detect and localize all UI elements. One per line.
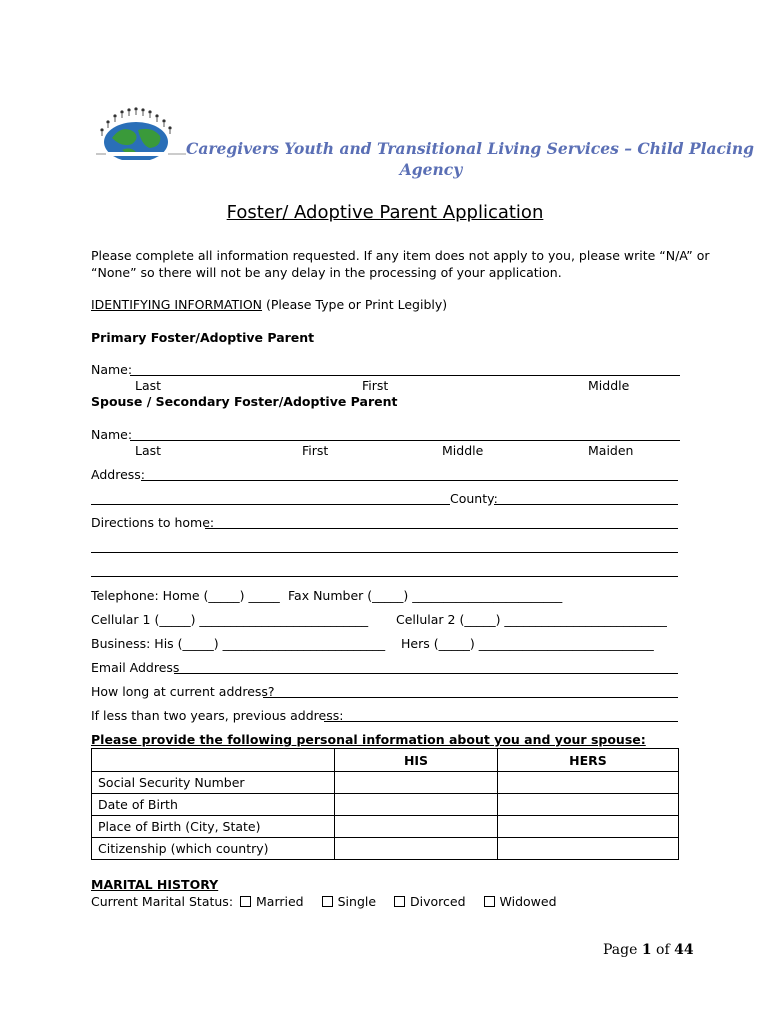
spouse-sub-last: Last	[135, 443, 162, 458]
row-label-ssn: Social Security Number	[92, 772, 335, 794]
table-header-row	[92, 749, 679, 772]
agency-logo	[92, 104, 190, 160]
divorced-option-label: Divorced	[410, 894, 466, 909]
marital-history-heading: MARITAL HISTORY	[91, 877, 219, 892]
dob-hers-cell[interactable]	[498, 794, 679, 816]
directions-field[interactable]	[205, 528, 678, 529]
intro-line-2: “None” so there will not be any delay in the processing of your application.	[91, 265, 562, 280]
ssn-his-cell[interactable]	[335, 772, 498, 794]
widowed-option-label: Widowed	[499, 894, 557, 909]
business-his[interactable]: Business: His (_____) __________________________	[91, 636, 386, 651]
primary-sub-middle: Middle	[588, 378, 630, 393]
spouse-sub-middle: Middle	[442, 443, 484, 458]
primary-parent-heading: Primary Foster/Adoptive Parent	[91, 330, 315, 345]
agency-name-line1: Caregivers Youth and Transitional Living Services – Child Placing	[186, 139, 754, 158]
identifying-note: (Please Type or Print Legibly)	[262, 297, 448, 312]
personal-info-table	[91, 748, 679, 860]
ssn-hers-cell[interactable]	[498, 772, 679, 794]
address-field[interactable]	[141, 480, 678, 481]
cellular-1[interactable]: Cellular 1 (_____) ___________________________	[91, 612, 369, 627]
fax-number[interactable]: Fax Number (_____) ________________________	[288, 588, 563, 603]
dob-his-cell[interactable]	[335, 794, 498, 816]
email-label: Email Address	[91, 660, 180, 675]
document-title: Foster/ Adoptive Parent Application	[226, 202, 544, 223]
table-header-hers: HERS	[498, 749, 679, 772]
directions-label: Directions to home:	[91, 515, 215, 530]
marital-status-row	[91, 894, 557, 910]
primary-name-label: Name:	[91, 362, 133, 377]
birthplace-hers-cell[interactable]	[498, 816, 679, 838]
spouse-sub-maiden: Maiden	[588, 443, 634, 458]
county-field[interactable]	[494, 504, 678, 505]
telephone-home[interactable]: Telephone: Home (_____) _____	[91, 588, 280, 603]
personal-info-heading: Please provide the following personal information about you and your spouse:	[91, 732, 646, 747]
table-header-his: HIS	[335, 749, 498, 772]
intro-line-1: Please complete all information requested. If any item does not apply to you, please write “N/A” or	[91, 248, 710, 263]
single-option-label: Single	[337, 894, 377, 909]
spouse-name-label: Name:	[91, 427, 133, 442]
widowed-checkbox[interactable]	[484, 896, 495, 907]
primary-name-field[interactable]	[130, 375, 680, 376]
citizenship-his-cell[interactable]	[335, 838, 498, 860]
marital-status-label: Current Marital Status:	[91, 894, 234, 909]
email-field[interactable]	[174, 673, 678, 674]
address-label: Address:	[91, 467, 145, 482]
page-total: 44	[674, 942, 694, 958]
cellular-2[interactable]: Cellular 2 (_____) __________________________	[396, 612, 667, 627]
previous-address-field[interactable]	[324, 721, 678, 722]
primary-sub-last: Last	[135, 378, 162, 393]
row-label-citizenship: Citizenship (which country)	[92, 838, 335, 860]
directions-line-3[interactable]	[91, 576, 678, 577]
directions-line-2[interactable]	[91, 552, 678, 553]
business-hers[interactable]: Hers (_____) ____________________________	[401, 636, 654, 651]
how-long-field[interactable]	[263, 697, 678, 698]
page-prefix: Page	[603, 942, 642, 958]
agency-name-line2: Agency	[399, 160, 463, 179]
divorced-checkbox[interactable]	[394, 896, 405, 907]
table-row	[92, 816, 679, 838]
county-label: County:	[450, 491, 498, 506]
table-header-blank	[92, 749, 335, 772]
address-line-2-field[interactable]	[91, 504, 450, 505]
previous-address-label: If less than two years, previous address:	[91, 708, 344, 723]
married-checkbox[interactable]	[240, 896, 251, 907]
single-checkbox[interactable]	[322, 896, 333, 907]
citizenship-hers-cell[interactable]	[498, 838, 679, 860]
birthplace-his-cell[interactable]	[335, 816, 498, 838]
spouse-parent-heading: Spouse / Secondary Foster/Adoptive Parent	[91, 394, 398, 409]
page-number	[603, 942, 694, 958]
page-of: of	[651, 942, 675, 958]
table-row	[92, 772, 679, 794]
identifying-heading: IDENTIFYING INFORMATION	[91, 297, 263, 312]
table-row	[92, 794, 679, 816]
how-long-label: How long at current address?	[91, 684, 275, 699]
page-current: 1	[641, 942, 652, 958]
spouse-sub-first: First	[302, 443, 329, 458]
spouse-name-field[interactable]	[130, 440, 680, 441]
agency-name	[186, 138, 754, 180]
primary-sub-first: First	[362, 378, 389, 393]
married-option-label: Married	[256, 894, 304, 909]
table-row	[92, 838, 679, 860]
identifying-heading-row	[91, 297, 447, 313]
row-label-birthplace: Place of Birth (City, State)	[92, 816, 335, 838]
row-label-dob: Date of Birth	[92, 794, 335, 816]
